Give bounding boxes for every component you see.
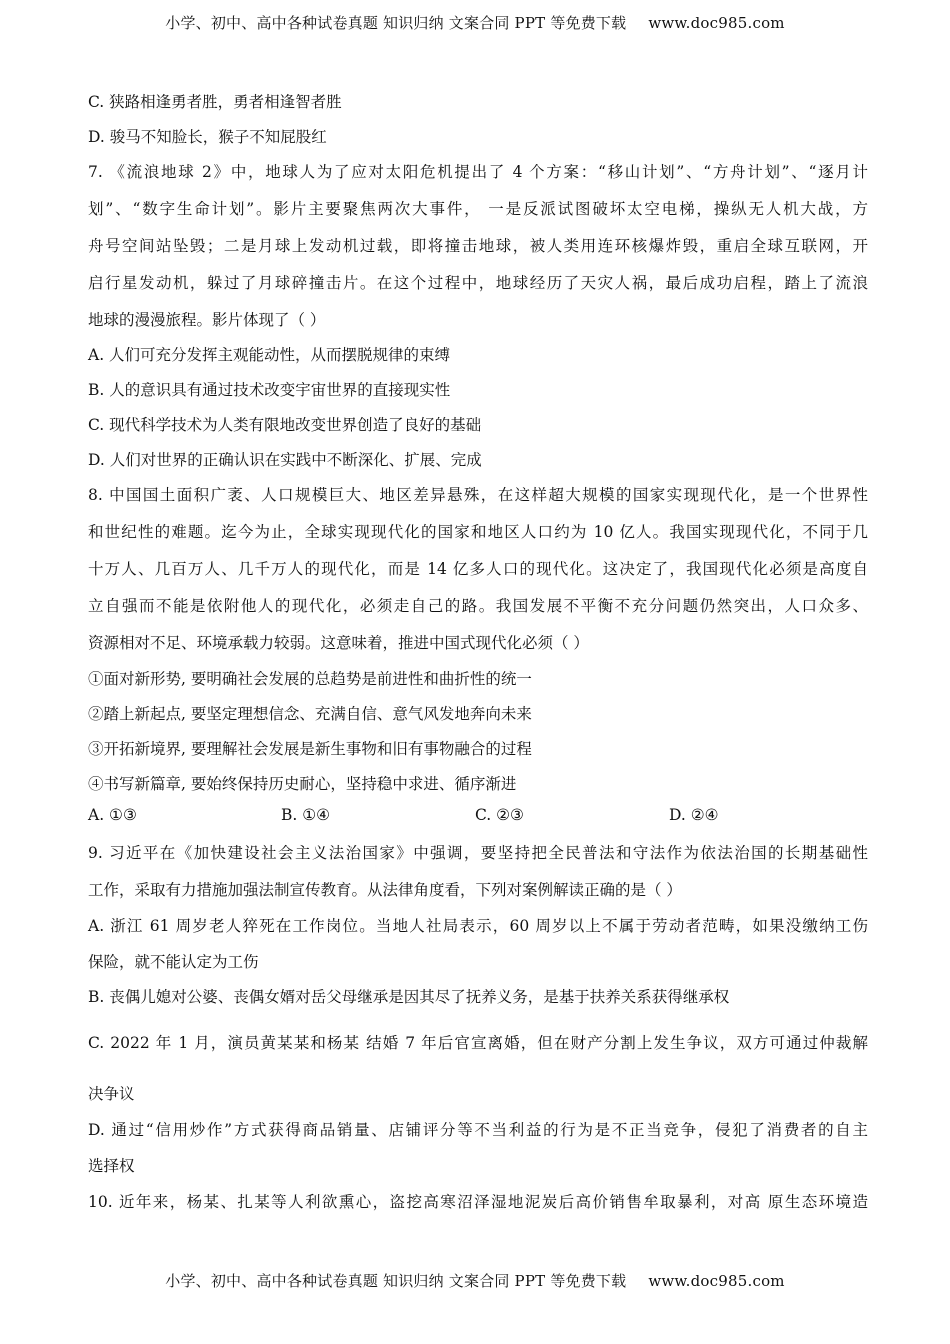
q8-stem-line: 十万人、几百万人、几千万人的现代化，而是 14 亿多人口的现代化。这决定了，我国现代化必须是高度自 xyxy=(88,560,868,578)
page-footer xyxy=(0,1270,950,1291)
q8-option-b: B. ①④ xyxy=(281,806,331,824)
q8-stem-line: 资源相对不足、环境承载力较弱。这意味着，推进中国式现代化必须（ ） xyxy=(88,634,589,652)
q9-option-a-line: A. 浙江 61 周岁老人猝死在工作岗位。当地人社局表示，60 周岁以上不属于劳动者范畴，如果没缴纳工伤 xyxy=(88,917,868,935)
q9-stem-line: 工作，采取有力措施加强法制宣传教育。从法律角度看，下列对案例解读正确的是（ ） xyxy=(88,881,682,899)
page-header xyxy=(0,12,950,33)
q8-stem-line: 立自强而不能是依附他人的现代化，必须走自己的路。我国发展不平衡不充分问题仍然突出，人口众多、 xyxy=(88,597,868,615)
q7-option-b: B. 人的意识具有通过技术改变宇宙世界的直接现实性 xyxy=(88,381,451,399)
header-text: 小学、初中、高中各种试卷真题 知识归纳 文案合同 PPT 等免费下载 xyxy=(165,14,627,32)
q7-option-d: D. 人们对世界的正确认识在实践中不断深化、扩展、完成 xyxy=(88,451,482,469)
q8-statement-2: ②踏上新起点, 要坚定理想信念、充满自信、意气风发地奔向未来 xyxy=(88,705,532,723)
q9-option-d-line: D. 通过“信用炒作”方式获得商品销量、店铺评分等不当利益的行为是不正当竞争，侵犯了消费者的自主 xyxy=(88,1121,868,1139)
q9-option-b: B. 丧偶儿媳对公婆、丧偶女婿对岳父母继承是因其尽了抚养义务，是基于扶养关系获得继承权 xyxy=(88,988,730,1006)
header-url[interactable]: www.doc985.com xyxy=(648,14,785,32)
q7-stem-line: 划”、“数字生命计划”。影片主要聚焦两次大事件， 一是反派试图破坏太空电梯，操纵无人机大战，方 xyxy=(88,200,868,218)
q8-option-d: D. ②④ xyxy=(669,806,719,824)
q6-option-c: C. 狭路相逢勇者胜，勇者相逢智者胜 xyxy=(88,93,342,111)
q8-stem-line: 8. 中国国土面积广袤、人口规模巨大、地区差异悬殊，在这样超大规模的国家实现现代化，是一个世界性 xyxy=(88,486,868,504)
q7-stem-line: 启行星发动机，躲过了月球碎撞击片。在这个过程中，地球经历了天灾人祸，最后成功启程，踏上了流浪 xyxy=(88,274,868,292)
q9-option-a-line: 保险，就不能认定为工伤 xyxy=(88,953,259,971)
q7-option-a: A. 人们可充分发挥主观能动性，从而摆脱规律的束缚 xyxy=(88,346,451,364)
q7-option-c: C. 现代科学技术为人类有限地改变世界创造了良好的基础 xyxy=(88,416,482,434)
q10-stem-line: 10. 近年来，杨某、扎某等人利欲熏心，盗挖高寒沼泽湿地泥炭后高价销售牟取暴利，对高 原生态环境造 xyxy=(88,1193,868,1211)
q9-stem-line: 9. 习近平在《加快建设社会主义法治国家》中强调，要坚持把全民普法和守法作为依法治国的长期基础性 xyxy=(88,844,868,862)
q8-statement-4: ④书写新篇章, 要始终保持历史耐心，坚持稳中求进、循序渐进 xyxy=(88,775,517,793)
q8-option-c: C. ②③ xyxy=(475,806,524,824)
q9-option-d-line: 选择权 xyxy=(88,1157,135,1175)
q7-stem-line: 7. 《流浪地球 2》中，地球人为了应对太阳危机提出了 4 个方案：“移山计划”、“方舟计划”、“逐月计 xyxy=(88,163,868,181)
q8-option-a: A. ①③ xyxy=(88,806,137,824)
q8-stem-line: 和世纪性的难题。迄今为止，全球实现现代化的国家和地区人口约为 10 亿人。我国实现现代化，不同于几 xyxy=(88,523,868,541)
q8-statement-3: ③开拓新境界, 要理解社会发展是新生事物和旧有事物融合的过程 xyxy=(88,740,532,758)
q9-option-c-line: C. 2022 年 1 月，演员黄某某和杨某 结婚 7 年后官宣离婚，但在财产分割上发生争议，双方可通过仲裁解 xyxy=(88,1034,868,1052)
q8-statement-1: ①面对新形势, 要明确社会发展的总趋势是前进性和曲折性的统一 xyxy=(88,670,532,688)
q7-stem-line: 地球的漫漫旅程。影片体现了（ ） xyxy=(88,311,326,329)
q7-stem-line: 舟号空间站坠毁；二是月球上发动机过载，即将撞击地球，被人类用连环核爆炸毁，重启全球互联网，开 xyxy=(88,237,868,255)
footer-url[interactable]: www.doc985.com xyxy=(648,1272,785,1290)
footer-text: 小学、初中、高中各种试卷真题 知识归纳 文案合同 PPT 等免费下载 xyxy=(165,1272,627,1290)
q9-option-c-line: 决争议 xyxy=(88,1085,135,1103)
q6-option-d: D. 骏马不知脸长，猴子不知屁股红 xyxy=(88,128,327,146)
